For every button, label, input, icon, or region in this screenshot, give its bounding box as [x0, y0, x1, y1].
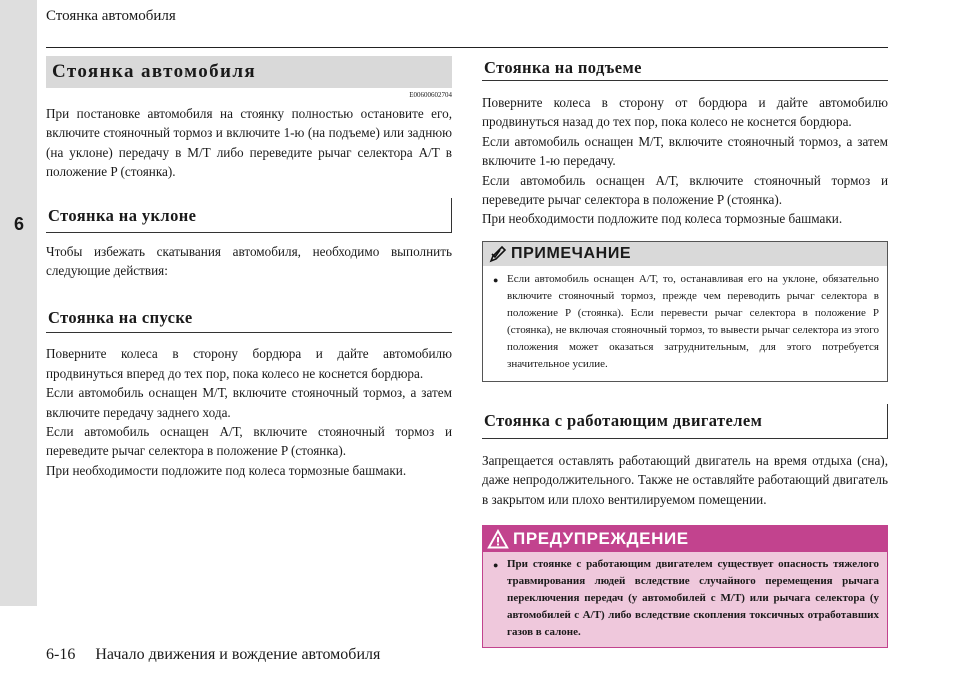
- uphill-heading-text: Стоянка на подъеме: [484, 58, 642, 77]
- page-number: 6-16: [46, 646, 76, 663]
- warning-triangle-icon: [487, 529, 509, 549]
- warning-title: ПРЕДУПРЕЖДЕНИЕ: [513, 529, 689, 549]
- warning-box: [482, 525, 888, 648]
- engine-heading-text: Стоянка с работающим двигателем: [484, 410, 763, 430]
- warning-text: При стоянке с работающим двигателем существует опасность тяжелого травмирования людей вследствие случайного перемещения рычага переключения передач (у автомобилей с М/Т) или рычага селектора (у автомобилей с А/Т) либо вследствие скопления токсичных отработавших газов в салоне.: [507, 558, 879, 639]
- downhill-heading-text: Стоянка на спуске: [48, 308, 193, 328]
- uphill-paragraph-4: При необходимости подложите под колеса тормозные башмаки.: [482, 211, 843, 227]
- warning-header: [483, 526, 887, 552]
- uphill-paragraph-2: Если автомобиль оснащен М/Т, включите стояночный тормоз, а затем включите 1-ю передачу.: [482, 133, 888, 169]
- warning-body: [483, 552, 887, 647]
- left-column: [46, 56, 452, 480]
- footer-chapter-title: Начало движения и вождение автомобиля: [95, 646, 381, 663]
- incline-heading: [46, 198, 452, 233]
- downhill-paragraph-4: При необходимости подложите под колеса тормозные башмаки.: [46, 462, 407, 478]
- pencil-check-icon: [489, 245, 507, 263]
- bullet-dot-icon: ●: [493, 274, 499, 285]
- page-header-title: Стоянка автомобиля: [46, 8, 176, 24]
- note-title: ПРИМЕЧАНИЕ: [511, 244, 632, 262]
- chapter-number: 6: [13, 214, 24, 234]
- intro-paragraph: При постановке автомобиля на стоянку полностью остановите его, включите стояночный тормоз и включите 1-ю (на подъеме) или заднюю (на уклоне) передачу в М/Т либо переведите рычаг селектора А/Т в положение P (стоянка).: [46, 106, 452, 180]
- document-code: E00600602704: [409, 91, 452, 99]
- uphill-paragraph-1: Поверните колеса в сторону от бордюра и дайте автомобилю продвинуться назад до тех пор, пока колесо не коснется бордюра.: [482, 95, 888, 130]
- header-divider: [46, 47, 888, 48]
- downhill-paragraph-2: Если автомобиль оснащен М/Т, включите стояночный тормоз, а затем включите передачу заднего хода.: [46, 385, 452, 420]
- engine-paragraph: Запрещается оставлять работающий двигатель на время отдыха (сна), даже непродолжительного. Также не оставляйте работающий двигатель в закрытом или плохо вентилируемом помещении.: [482, 452, 888, 507]
- page-footer: [46, 646, 380, 664]
- incline-heading-text: Стоянка на уклоне: [48, 205, 197, 225]
- right-column: [482, 56, 888, 648]
- note-box: [482, 241, 888, 382]
- downhill-paragraph-1: Поверните колеса в сторону бордюра и дайте автомобилю продвинуться вперед до тех пор, пока колесо не коснется бордюра.: [46, 346, 452, 381]
- downhill-paragraph-3: Если автомобиль оснащен А/Т, включите стояночный тормоз и переведите рычаг селектора в положение P (стоянка).: [46, 424, 452, 459]
- bullet-dot-icon: ●: [493, 560, 499, 571]
- downhill-heading: [46, 304, 452, 333]
- chapter-side-tab: [0, 0, 37, 606]
- note-text: Если автомобиль оснащен А/Т, то, останавливая его на уклоне, обязательно включите стояночный тормоз, прежде чем переводить рычаг селектора в положение P (стоянка). Если перевести рычаг селектора в положение P (стоянка), не включая стояночный тормоз, то вывести рычаг селектора из этого положения может оказаться затруднительным, для этого потребуется значительное усилие.: [507, 272, 879, 370]
- note-header: [483, 242, 887, 266]
- engine-heading: [482, 404, 888, 439]
- section-banner: Стоянка автомобиля: [46, 56, 452, 88]
- uphill-paragraph-3: Если автомобиль оснащен А/Т, включите стояночный тормоз и переведите рычаг селектора в положение P (стоянка).: [482, 172, 888, 208]
- uphill-heading: [482, 56, 888, 81]
- note-body: [483, 266, 887, 381]
- incline-paragraph: Чтобы избежать скатывания автомобиля, необходимо выполнить следующие действия:: [46, 243, 452, 279]
